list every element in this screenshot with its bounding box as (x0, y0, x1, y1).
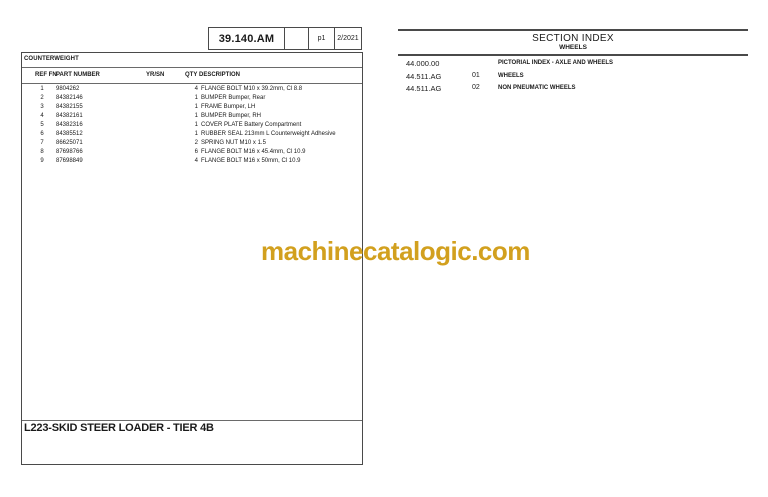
part-cell: 84385512 (56, 131, 83, 137)
desc-cell: FRAME Bumper, LH (201, 104, 256, 110)
qty-cell: 1 (194, 122, 198, 128)
part-cell: 87698766 (56, 149, 83, 155)
section-index-entry[interactable] (398, 71, 748, 84)
qty-cell: 4 (194, 86, 198, 92)
part-cell: 86625071 (56, 140, 83, 146)
section-index-mid-rule (398, 54, 748, 56)
desc-cell: FLANGE BOLT M16 x 50mm, Cl 10.9 (201, 158, 301, 164)
entry-sub: 01 (472, 71, 480, 79)
ref-cell: 8 (40, 149, 44, 155)
qty-cell: 6 (194, 149, 198, 155)
qty-cell: 2 (194, 140, 198, 146)
header-code-boxes (208, 27, 362, 50)
table-row (22, 140, 362, 149)
parts-table-header (22, 72, 362, 82)
ref-cell: 9 (40, 158, 44, 164)
desc-cell: BUMPER Bumper, RH (201, 113, 262, 119)
table-row (22, 86, 362, 95)
col-part-number: PART NUMBER (56, 72, 100, 78)
col-yr-sn: YR/SN (146, 72, 165, 78)
desc-cell: FLANGE BOLT M10 x 39.2mm, Cl 8.8 (201, 86, 303, 92)
watermark-text: machinecatalogic.com (261, 236, 530, 266)
qty-cell: 1 (194, 104, 198, 110)
ref-cell: 6 (40, 131, 44, 137)
page-number: p1 (308, 27, 335, 50)
qty-cell: 1 (194, 113, 198, 119)
section-index (398, 29, 748, 96)
section-index-top-rule (398, 29, 748, 31)
ref-cell: 3 (40, 104, 44, 110)
col-qty: QTY (185, 72, 198, 78)
desc-cell: RUBBER SEAL 213mm L Counterweight Adhesive (201, 131, 336, 137)
ref-cell: 5 (40, 122, 44, 128)
entry-desc: WHEELS (498, 72, 524, 79)
desc-cell: COVER PLATE Battery Compartment (201, 122, 302, 128)
entry-code: 44.000.00 (406, 59, 440, 68)
section-index-entries (398, 58, 748, 96)
part-cell: 9804262 (56, 86, 80, 92)
qty-cell: 4 (194, 158, 198, 164)
entry-code: 44.511.AG (406, 84, 442, 93)
entry-desc: NON PNEUMATIC WHEELS (498, 85, 576, 91)
desc-cell: BUMPER Bumper, Rear (201, 95, 266, 101)
ref-cell: 1 (40, 86, 44, 92)
table-divider (22, 83, 362, 84)
qty-cell: 1 (194, 95, 198, 101)
table-divider (22, 67, 362, 68)
table-row (22, 104, 362, 113)
model-title: L223-SKID STEER LOADER - TIER 4B (24, 422, 214, 434)
part-cell: 84382155 (56, 104, 83, 110)
table-divider (22, 420, 362, 421)
part-cell: 84382146 (56, 95, 83, 101)
desc-cell: SPRING NUT M10 x 1.5 (201, 140, 266, 146)
header-empty-cell (284, 27, 309, 50)
table-row (22, 158, 362, 167)
entry-sub: 02 (472, 84, 480, 91)
revision-date: 2/2021 (334, 27, 362, 50)
table-row (22, 131, 362, 140)
section-code: 39.140.AM (208, 27, 285, 50)
section-index-group: WHEELS (559, 44, 587, 51)
part-cell: 87698849 (56, 158, 83, 164)
desc-cell: FLANGE BOLT M16 x 45.4mm, Cl 10.9 (201, 149, 306, 155)
part-cell: 84382316 (56, 122, 83, 128)
ref-cell: 2 (40, 95, 44, 101)
parts-table-title: COUNTERWEIGHT (24, 56, 79, 62)
ref-cell: 4 (40, 113, 44, 119)
section-index-title: SECTION INDEX (532, 33, 614, 44)
table-row (22, 149, 362, 158)
qty-cell: 1 (194, 131, 198, 137)
section-index-entry[interactable] (398, 58, 748, 71)
table-row (22, 95, 362, 104)
ref-cell: 7 (40, 140, 44, 146)
col-description: DESCRIPTION (199, 72, 241, 78)
parts-table-rows (22, 86, 362, 167)
entry-desc: PICTORIAL INDEX - AXLE AND WHEELS (498, 60, 614, 66)
section-index-entry[interactable] (398, 83, 748, 96)
col-ref-fn: REF FN (35, 72, 57, 78)
table-row (22, 122, 362, 131)
table-row (22, 113, 362, 122)
entry-code: 44.511.AG (406, 71, 442, 81)
part-cell: 84382161 (56, 113, 83, 119)
